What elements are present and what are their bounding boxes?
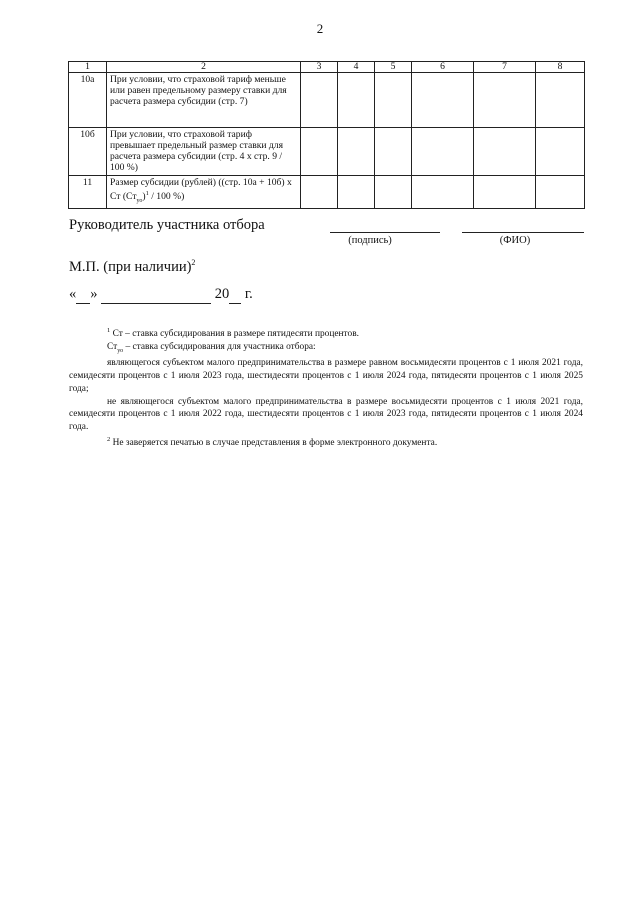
table-cell <box>338 73 375 128</box>
date-line: « » 20 г. <box>69 286 253 302</box>
name-caption: (ФИО) <box>499 235 531 246</box>
row-number: 10б <box>69 128 107 176</box>
signature-caption: (подпись) <box>348 235 392 246</box>
row-number: 10а <box>69 73 107 128</box>
footnote-paragraph-1: являющегося субъектом малого предпринимательства в размере равном восьмидесяти процентов с 1 июля 2021 года, семидесяти процентов с 1 июля 2023 года, шестидесяти процентов с 1 июля 2024 года, пятидесяти процентов с 1 июля 2025 года; <box>69 358 583 394</box>
signature-line <box>330 232 440 233</box>
footnote-1: $^1$ Ст – ставка субсидирования в размере пятидесяти процентов. <box>107 327 359 340</box>
table-cell <box>301 176 338 209</box>
table-row <box>69 176 585 209</box>
table-header-cell: 5 <box>375 62 412 73</box>
table-cell <box>375 73 412 128</box>
table-cell <box>536 73 585 128</box>
table-header-cell: 2 <box>107 62 301 73</box>
footnote-st: $Ст_{уо}$ – ставка субсидирования для участника отбора: <box>107 341 316 354</box>
name-line <box>462 232 584 233</box>
table-header-row <box>69 62 585 73</box>
table-row <box>69 73 585 128</box>
footnotes <box>69 325 583 449</box>
row-description: При условии, что страховой тариф превышает предельный размер ставки для расчета размера субсидии (стр. 4 х стр. 9 / 100 %) <box>107 128 301 176</box>
table-cell <box>412 73 474 128</box>
table-cell <box>301 73 338 128</box>
table-cell <box>412 176 474 209</box>
table-cell <box>338 128 375 176</box>
stamp-label: М.П. (при наличии)$^2$ <box>69 258 196 275</box>
table-header-cell: 7 <box>474 62 536 73</box>
table-header-cell: 4 <box>338 62 375 73</box>
table-cell <box>474 128 536 176</box>
row-description: При условии, что страховой тариф меньше или равен предельному размеру ставки для расчета размера субсидии (стр. 7) <box>107 73 301 128</box>
row-description: Размер субсидии (рублей) ((стр. 10а + 10б) х Ст $(Ст_{уо})^1 / 100$ %) <box>107 176 301 209</box>
table-cell <box>474 73 536 128</box>
table-cell <box>536 128 585 176</box>
footnote-2: $^2$ Не заверяется печатью в случае представления в форме электронного документа. <box>107 435 438 448</box>
table-cell <box>338 176 375 209</box>
footnote-paragraph-2: не являющегося субъектом малого предпринимательства в размере восьмидесяти процентов с 1 июля 2021 года, семидесяти процентов с 1 июля 2022 года, шестидесяти процентов с 1 июля 2023 года, пятидесяти процентов с 1 июля 2024 года. <box>69 396 583 432</box>
table-header-cell: 6 <box>412 62 474 73</box>
table-cell <box>536 176 585 209</box>
page-number: 2 <box>316 21 324 36</box>
table-cell <box>412 128 474 176</box>
table-cell <box>301 128 338 176</box>
table-cell <box>474 176 536 209</box>
table-cell <box>375 128 412 176</box>
table-header-cell: 1 <box>69 62 107 73</box>
signer-label: Руководитель участника отбора <box>69 217 265 233</box>
table-cell <box>375 176 412 209</box>
table-header-cell: 3 <box>301 62 338 73</box>
table-row <box>69 128 585 176</box>
row-number: 11 <box>69 176 107 209</box>
table-header-cell: 8 <box>536 62 585 73</box>
subsidy-table <box>68 61 585 209</box>
